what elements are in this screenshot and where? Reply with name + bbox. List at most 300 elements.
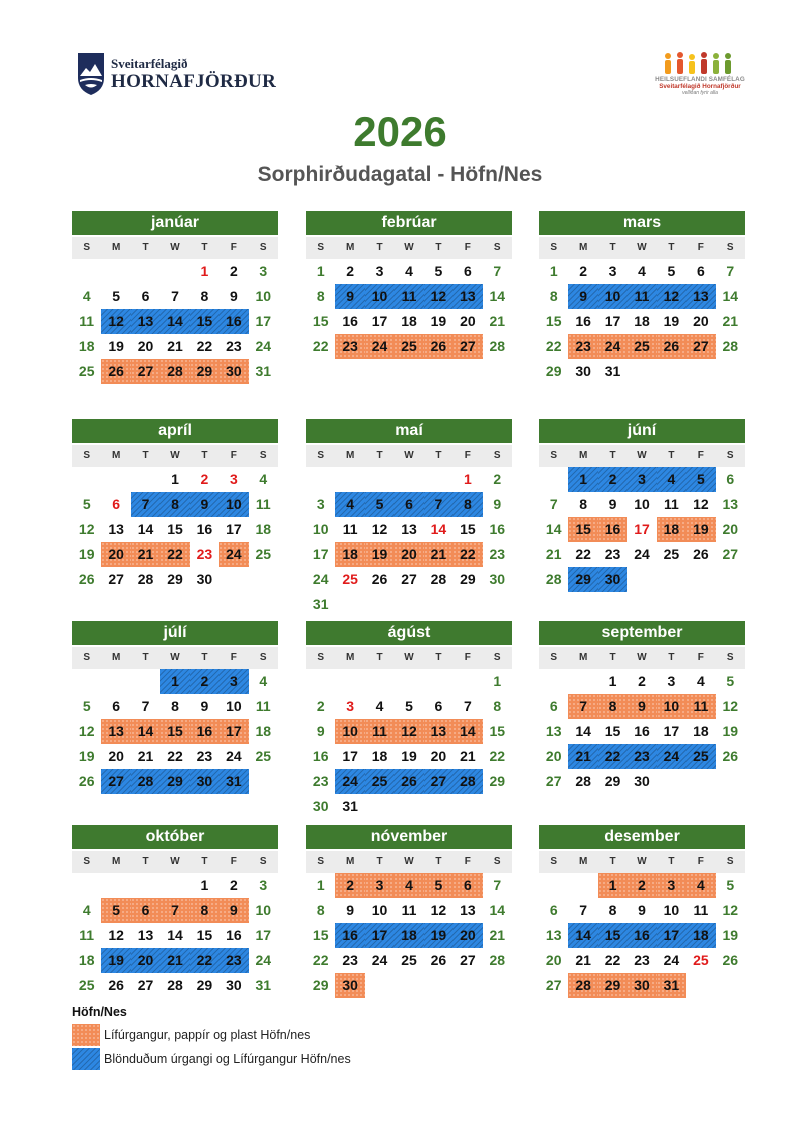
month-október	[72, 825, 278, 998]
day-cell: 29	[160, 769, 189, 794]
day-cell: 28	[489, 338, 506, 354]
weekday-label: S	[83, 450, 91, 461]
day-cell: 24	[598, 334, 627, 359]
month-janúar	[72, 211, 278, 384]
day-cell: 26	[371, 571, 388, 587]
empty-cell	[394, 467, 423, 492]
day-cell: 16	[335, 923, 364, 948]
empty-cell	[365, 669, 394, 694]
weekday-label: W	[637, 652, 647, 663]
day-cell: 28	[489, 952, 506, 968]
empty-cell	[72, 873, 101, 898]
day-cell: 21	[131, 542, 160, 567]
month-header: september	[539, 621, 745, 645]
weekday-row	[539, 647, 745, 669]
day-cell: 8	[171, 698, 179, 714]
day-cell: 14	[575, 723, 591, 739]
day-cell: 31	[604, 363, 621, 379]
day-cell: 3	[657, 873, 686, 898]
weekday-label: S	[317, 242, 325, 253]
day-cell: 16	[219, 309, 248, 334]
day-cell: 15	[160, 719, 189, 744]
day-cell: 19	[722, 927, 739, 943]
day-cell: 30	[226, 977, 242, 993]
day-cell: 10	[663, 902, 680, 918]
page-subtitle: Sorphirðudagatal - Höfn/Nes	[257, 163, 543, 186]
day-cell: 11	[664, 496, 679, 512]
day-cell: 4	[638, 263, 646, 279]
weekday-label: T	[609, 856, 616, 867]
weekday-label: W	[170, 450, 180, 461]
day-cell: 4	[259, 673, 268, 689]
day-grid	[306, 873, 512, 998]
month-header: febrúar	[306, 211, 512, 235]
day-cell: 30	[575, 363, 591, 379]
day-cell: 11	[255, 698, 271, 714]
day-cell: 12	[78, 723, 95, 739]
weekday-row	[539, 851, 745, 873]
day-cell: 21	[137, 748, 154, 764]
day-cell: 1	[171, 471, 179, 487]
day-cell: 17	[365, 923, 394, 948]
day-cell: 25	[401, 952, 417, 968]
day-cell: 4	[259, 471, 268, 487]
weekday-label: S	[550, 856, 558, 867]
weekday-label: F	[230, 856, 237, 867]
day-cell: 26	[722, 748, 739, 764]
weekday-label: S	[493, 856, 501, 867]
weekday-label: M	[345, 652, 355, 663]
day-cell: 22	[160, 542, 189, 567]
blue-swatch	[72, 1048, 100, 1070]
month-header: desember	[539, 825, 745, 849]
day-cell: 26	[693, 546, 709, 562]
day-cell: 2	[200, 471, 209, 487]
day-cell: 10	[657, 694, 686, 719]
day-cell: 29	[489, 773, 506, 789]
day-cell: 30	[598, 567, 627, 592]
day-cell: 9	[568, 284, 597, 309]
day-cell: 10	[598, 284, 627, 309]
day-cell: 2	[316, 698, 325, 714]
weekday-label: F	[697, 856, 704, 867]
day-cell: 2	[346, 263, 355, 279]
day-cell: 25	[255, 748, 272, 764]
weekday-label: M	[345, 450, 355, 461]
day-cell: 30	[335, 973, 364, 998]
month-ágúst	[306, 621, 512, 819]
day-cell: 6	[726, 471, 735, 487]
day-cell: 7	[424, 492, 453, 517]
month-header: janúar	[72, 211, 278, 235]
month-header: nóvember	[306, 825, 512, 849]
month-header: apríl	[72, 419, 278, 443]
day-cell: 13	[101, 719, 130, 744]
day-cell: 9	[190, 492, 219, 517]
weekday-label: W	[404, 450, 414, 461]
day-cell: 21	[489, 313, 506, 329]
day-cell: 23	[335, 334, 364, 359]
day-cell: 1	[463, 471, 472, 487]
day-cell: 5	[686, 467, 715, 492]
legend-item-orange	[72, 1023, 351, 1047]
empty-cell	[160, 873, 189, 898]
day-cell: 16	[575, 313, 591, 329]
day-cell: 12	[657, 284, 686, 309]
day-cell: 9	[346, 902, 355, 918]
day-cell: 17	[226, 521, 242, 537]
day-cell: 17	[312, 546, 329, 562]
day-cell: 11	[627, 284, 656, 309]
day-cell: 2	[335, 873, 364, 898]
day-cell: 10	[226, 698, 242, 714]
empty-cell	[306, 467, 335, 492]
weekday-label: T	[201, 450, 208, 461]
day-cell: 1	[200, 263, 209, 279]
day-cell: 20	[137, 338, 154, 354]
day-cell: 24	[255, 952, 272, 968]
day-cell: 5	[424, 873, 453, 898]
weekday-label: W	[637, 856, 647, 867]
day-cell: 19	[401, 748, 417, 764]
day-cell: 15	[460, 521, 476, 537]
day-cell: 21	[545, 546, 562, 562]
day-cell: 29	[545, 363, 562, 379]
day-cell: 29	[196, 977, 213, 993]
empty-cell	[424, 467, 453, 492]
month-header: ágúst	[306, 621, 512, 645]
empty-cell	[335, 467, 364, 492]
day-grid	[72, 669, 278, 794]
day-cell: 3	[608, 263, 617, 279]
day-cell: 24	[255, 338, 272, 354]
logo-right-line3: velliðan fyrir alla	[682, 90, 718, 96]
weekday-label: S	[259, 450, 267, 461]
weekday-label: F	[464, 450, 471, 461]
day-cell: 22	[604, 952, 621, 968]
day-cell: 22	[196, 338, 213, 354]
weekday-label: W	[404, 856, 414, 867]
day-cell: 31	[342, 798, 358, 814]
day-cell: 21	[575, 952, 591, 968]
weekday-label: W	[170, 856, 180, 867]
day-cell: 14	[489, 902, 506, 918]
day-cell: 8	[160, 492, 189, 517]
weekday-label: M	[578, 856, 588, 867]
day-cell: 27	[101, 769, 130, 794]
day-cell: 1	[316, 263, 325, 279]
day-cell: 23	[342, 952, 358, 968]
month-desember	[539, 825, 745, 998]
legend-title: Höfn/Nes	[72, 1005, 127, 1019]
weekday-label: S	[317, 450, 325, 461]
month-maí	[306, 419, 512, 617]
weekday-label: T	[435, 652, 442, 663]
day-cell: 14	[489, 288, 506, 304]
day-cell: 10	[371, 902, 388, 918]
day-cell: 21	[460, 748, 476, 764]
empty-cell	[72, 259, 101, 284]
day-cell: 27	[108, 571, 124, 587]
day-cell: 17	[342, 748, 358, 764]
day-cell: 12	[78, 521, 95, 537]
weekday-label: W	[170, 652, 180, 663]
day-cell: 12	[722, 698, 739, 714]
day-cell: 22	[598, 744, 627, 769]
weekday-label: M	[578, 652, 588, 663]
day-cell: 30	[634, 773, 650, 789]
day-grid	[306, 259, 512, 359]
weekday-label: T	[201, 652, 208, 663]
weekday-label: S	[259, 856, 267, 867]
weekday-label: T	[609, 242, 616, 253]
day-cell: 18	[255, 723, 272, 739]
day-cell: 11	[342, 521, 358, 537]
weekday-label: M	[111, 652, 121, 663]
empty-cell	[131, 669, 160, 694]
day-cell: 26	[424, 334, 453, 359]
day-cell: 22	[453, 542, 482, 567]
day-cell: 10	[634, 496, 650, 512]
shield-icon	[77, 52, 105, 96]
month-febrúar	[306, 211, 512, 359]
day-cell: 25	[365, 769, 394, 794]
day-cell: 9	[627, 694, 656, 719]
day-cell: 3	[667, 673, 676, 689]
weekday-label: T	[435, 856, 442, 867]
day-grid	[539, 467, 745, 592]
day-cell: 17	[255, 927, 272, 943]
day-cell: 18	[634, 313, 650, 329]
day-cell: 18	[335, 542, 364, 567]
weekday-label: S	[550, 652, 558, 663]
day-cell: 9	[335, 284, 364, 309]
month-apríl	[72, 419, 278, 592]
day-cell: 16	[196, 521, 213, 537]
month-september	[539, 621, 745, 794]
day-cell: 24	[226, 748, 242, 764]
day-cell: 26	[108, 977, 124, 993]
day-cell: 15	[167, 521, 183, 537]
day-cell: 28	[453, 769, 482, 794]
day-cell: 12	[430, 902, 447, 918]
day-cell: 19	[108, 338, 124, 354]
day-cell: 9	[229, 288, 238, 304]
weekday-label: W	[637, 450, 647, 461]
day-grid	[306, 669, 512, 819]
month-mars	[539, 211, 745, 384]
empty-cell	[101, 467, 130, 492]
weekday-row	[72, 647, 278, 669]
day-cell: 5	[82, 496, 91, 512]
day-cell: 14	[568, 923, 597, 948]
empty-cell	[131, 873, 160, 898]
day-cell: 2	[598, 467, 627, 492]
weekday-row	[72, 851, 278, 873]
day-cell: 1	[200, 877, 209, 893]
day-cell: 7	[160, 898, 189, 923]
day-cell: 6	[453, 873, 482, 898]
day-cell: 6	[696, 263, 705, 279]
day-cell: 24	[365, 334, 394, 359]
day-cell: 4	[696, 673, 705, 689]
day-cell: 23	[312, 773, 329, 789]
day-cell: 17	[657, 923, 686, 948]
day-cell: 30	[627, 973, 656, 998]
day-cell: 19	[663, 313, 680, 329]
day-cell: 29	[460, 571, 476, 587]
weekday-label: S	[726, 450, 734, 461]
weekday-label: T	[668, 856, 675, 867]
weekday-label: M	[345, 242, 355, 253]
day-cell: 28	[722, 338, 739, 354]
weekday-label: M	[345, 856, 355, 867]
day-cell: 13	[686, 284, 715, 309]
day-cell: 19	[365, 542, 394, 567]
day-grid	[539, 259, 745, 384]
day-cell: 25	[255, 546, 272, 562]
weekday-label: T	[668, 652, 675, 663]
weekday-label: M	[578, 450, 588, 461]
day-cell: 22	[190, 948, 219, 973]
day-cell: 3	[229, 471, 238, 487]
day-cell: 11	[686, 694, 715, 719]
day-cell: 12	[101, 309, 130, 334]
day-cell: 27	[545, 773, 562, 789]
weekday-row	[72, 237, 278, 259]
day-cell: 24	[312, 571, 329, 587]
day-cell: 19	[101, 948, 130, 973]
weekday-row	[539, 237, 745, 259]
day-cell: 10	[219, 492, 248, 517]
empty-cell	[539, 669, 568, 694]
day-cell: 12	[424, 284, 453, 309]
day-cell: 24	[663, 952, 680, 968]
day-cell: 7	[568, 694, 597, 719]
day-cell: 10	[312, 521, 329, 537]
day-cell: 6	[394, 492, 423, 517]
month-júní	[539, 419, 745, 592]
empty-cell	[101, 669, 130, 694]
people-icon	[650, 50, 750, 76]
empty-cell	[539, 467, 568, 492]
weekday-row	[539, 445, 745, 467]
day-cell: 2	[579, 263, 588, 279]
weekday-label: S	[726, 652, 734, 663]
day-cell: 19	[722, 723, 739, 739]
day-cell: 13	[424, 719, 453, 744]
weekday-label: F	[697, 450, 704, 461]
day-cell: 18	[686, 923, 715, 948]
weekday-label: F	[697, 242, 704, 253]
day-cell: 14	[137, 521, 154, 537]
weekday-label: S	[493, 450, 501, 461]
day-cell: 22	[575, 546, 591, 562]
day-cell: 20	[460, 313, 476, 329]
day-cell: 16	[598, 517, 627, 542]
legend-item-blue	[72, 1047, 351, 1071]
day-cell: 29	[312, 977, 329, 993]
day-cell: 28	[545, 571, 562, 587]
month-header: október	[72, 825, 278, 849]
day-cell: 7	[463, 698, 472, 714]
day-grid	[539, 873, 745, 998]
day-cell: 11	[693, 902, 709, 918]
day-cell: 26	[78, 773, 95, 789]
day-cell: 18	[401, 313, 417, 329]
day-cell: 14	[430, 521, 447, 537]
weekday-label: T	[609, 652, 616, 663]
weekday-label: F	[230, 652, 237, 663]
month-júlí	[72, 621, 278, 794]
day-cell: 23	[568, 334, 597, 359]
day-cell: 23	[604, 546, 621, 562]
day-cell: 7	[549, 496, 558, 512]
day-cell: 16	[634, 723, 650, 739]
day-cell: 23	[634, 952, 650, 968]
day-cell: 24	[335, 769, 364, 794]
weekday-label: S	[317, 856, 325, 867]
day-cell: 10	[335, 719, 364, 744]
weekday-label: W	[637, 242, 647, 253]
weekday-label: T	[376, 450, 383, 461]
day-cell: 19	[430, 313, 447, 329]
day-cell: 6	[112, 496, 121, 512]
day-cell: 3	[346, 698, 355, 714]
empty-cell	[539, 873, 568, 898]
weekday-label: F	[464, 856, 471, 867]
day-cell: 26	[394, 769, 423, 794]
day-cell: 1	[316, 877, 325, 893]
day-cell: 24	[657, 744, 686, 769]
day-cell: 9	[608, 496, 617, 512]
day-cell: 27	[460, 952, 476, 968]
day-cell: 25	[686, 744, 715, 769]
day-cell: 21	[489, 927, 506, 943]
weekday-label: F	[230, 242, 237, 253]
weekday-label: M	[578, 242, 588, 253]
day-cell: 16	[190, 719, 219, 744]
day-cell: 25	[663, 546, 680, 562]
weekday-label: T	[142, 450, 149, 461]
empty-cell	[101, 873, 130, 898]
day-cell: 8	[190, 898, 219, 923]
day-cell: 11	[401, 902, 417, 918]
day-cell: 4	[657, 467, 686, 492]
weekday-label: S	[726, 242, 734, 253]
day-cell: 2	[493, 471, 502, 487]
weekday-label: F	[230, 450, 237, 461]
weekday-label: S	[550, 450, 558, 461]
weekday-label: T	[376, 242, 383, 253]
day-cell: 27	[453, 334, 482, 359]
day-cell: 17	[219, 719, 248, 744]
day-cell: 30	[312, 798, 329, 814]
day-cell: 17	[604, 313, 621, 329]
day-cell: 16	[627, 923, 656, 948]
day-cell: 14	[167, 927, 183, 943]
empty-cell	[306, 669, 335, 694]
day-cell: 22	[312, 952, 329, 968]
day-cell: 3	[316, 496, 325, 512]
day-cell: 3	[219, 669, 248, 694]
day-cell: 21	[424, 542, 453, 567]
day-cell: 31	[657, 973, 686, 998]
day-cell: 27	[131, 359, 160, 384]
weekday-label: T	[201, 242, 208, 253]
day-cell: 30	[196, 571, 213, 587]
day-cell: 6	[112, 698, 121, 714]
